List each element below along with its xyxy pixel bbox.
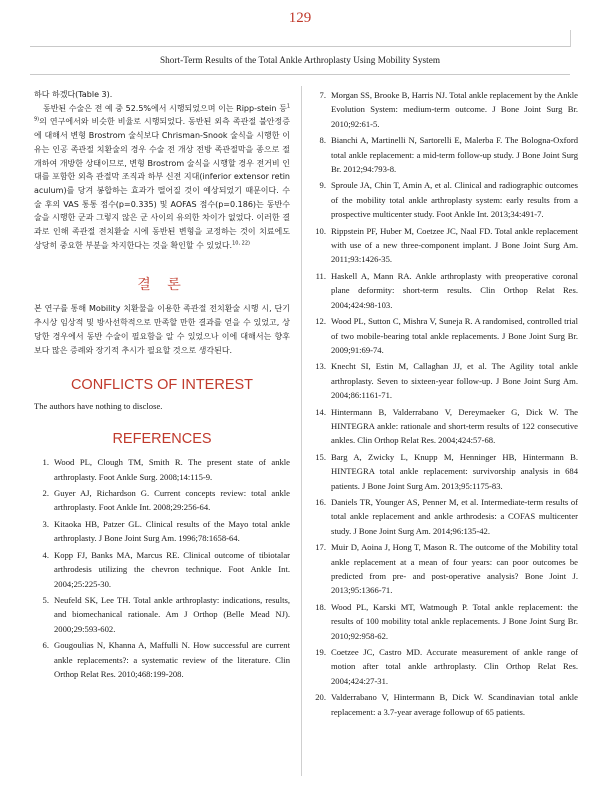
reference-number: 1. [42,457,49,468]
header-bottom-rule [30,74,570,75]
conclusion-heading: 결 론 [137,277,187,294]
reference-number: 12. [315,316,326,327]
reference-text: Guyer AJ, Richardson G. Current concepts review: total ankle arthroplasty. Foot Ankle Int. 2008;29:256-64. [54,488,290,513]
conflicts-heading: CONFLICTS OF INTEREST [70,377,254,394]
reference-number: 6. [42,640,49,651]
reference-text: Rippstein PF, Huber M, Coetzee JC, Naal FD. Total ankle replacement with use of a new three-component implant. J Bone Joint Surg Am. 2011;93:1426-35. [331,225,578,265]
reference-item [34,455,290,484]
reference-text: Neufeld SK, Lee TH. Total ankle arthroplasty: indications, results, and biomechanical rationale. Am J Orthop (Belle Mead NJ). 2000;29:593-602. [54,594,290,634]
reference-text: Hintermann B, Valderrabano V, Dereymaeker G, Dick W. The HINTEGRA ankle: rationale and short-term results of 122 consecutive ankles. Clin Orthop Relat Res. 2004;424:57-68. [331,406,578,446]
running-header: Short-Term Results of the Total Ankle Arthroplasty Using Mobility System [159,55,441,65]
left-column [34,88,290,683]
reference-text: Wood PL, Karski MT, Watmough P. Total ankle replacement: the results of 100 mobility total ankle replacements. J Bone Joint Surg Br. 2010;92:958-62. [331,601,578,641]
reference-item [34,548,290,591]
reference-text: Haskell A, Mann RA. Ankle arthroplasty with preoperative coronal plane deformity: short-term results. Clin Orthop Relat Res. 2004;424:98-103. [331,270,578,310]
reference-number: 8. [319,135,326,146]
reference-item [34,517,290,546]
reference-text: Muir D, Aoina J, Hong T, Mason R. The outcome of the Mobility total ankle replacement at a mean of four years: can poor outcomes be predicted from pre- and post-operative analysis? Bone Joint J. 2013;95:1366-71. [331,542,578,596]
reference-item [312,224,578,267]
reference-text: Morgan SS, Brooke B, Harris NJ. Total ankle replacement by the Ankle Evolution System: medium-term outcome. J Bone Joint Surg Br. 2010;92:61-5. [331,90,578,129]
reference-item [312,178,578,221]
reference-item [312,645,578,688]
reference-number: 16. [315,496,326,507]
conclusion-paragraph: 본 연구를 통해 Mobility 치환물을 이용한 족관절 전치환술 시행 시, 단기 추시상 임상적 및 방사선학적으로 만족할 만한 결과를 얻을 수 있었고, 상당한 경우에서 동반 수술이 필요함을 알 수 있었으나 이에 대해서는 향후 보다 많은 증례와 장기적 추시가 필요할 것으로 생각된다. [34,304,290,355]
reference-number: 5. [42,594,49,605]
reference-number: 2. [42,488,49,499]
reference-item [312,133,578,176]
reference-item [34,593,290,636]
reference-text: Valderrabano V, Hintermann B, Dick W. Scandinavian total ankle replacement: a 3.7-year average followup of 65 patients. [331,692,578,717]
reference-number: 11. [315,270,326,281]
reference-number: 4. [42,549,49,560]
body-paragraph: 하다 하겠다(Table 3). [34,90,113,99]
reference-text: Gougoulias N, Khanna A, Maffulli N. How successful are current ankle replacements?: a systematic review of the literature. Clin Orthop Relat Res. 2010;468:199-208. [54,640,290,679]
reference-item [312,314,578,357]
reference-item [312,269,578,312]
reference-item [312,690,578,719]
citation: 10, 22) [232,240,250,247]
reference-number: 15. [315,451,326,462]
references-heading: REFERENCES [112,431,212,448]
reference-text: Bianchi A, Martinelli N, Sartorelli E, Malerba F. The Bologna-Oxford total ankle replacement: a mid-term follow-up study. J Bone Joint Surg Br. 2012;94:793-8. [331,135,578,175]
reference-item [34,486,290,515]
citation: 19) [34,103,290,123]
reference-number: 10. [315,225,326,236]
reference-item [312,405,578,448]
reference-item [312,359,578,402]
page-number: 129 [288,10,312,26]
reference-number: 17. [315,542,326,553]
reference-text: Wood PL, Clough TM, Smith R. The present state of ankle arthroplasty. Foot Ankle Surg. 2008;14:115-9. [54,457,290,482]
reference-number: 19. [315,647,326,658]
reference-text: Kopp FJ, Banks MA, Marcus RE. Clinical outcome of tibiotalar arthrodesis utilizing the chevron technique. Foot Ankle Int. 2004;25:225-30. [54,549,290,589]
reference-text: Daniels TR, Younger AS, Penner M, et al. Intermediate-term results of total ankle replacement and ankle arthrodesis: a COFAS multicenter study. J Bone Joint Surg Am. 2014;96:135-42. [331,496,578,536]
reference-text: Kitaoka HB, Patzer GL. Clinical results of the Mayo total ankle arthroplasty. J Bone Joint Surg Am. 1996;78:1658-64. [54,518,290,544]
reference-number: 9. [319,180,326,191]
header-rule-tick [570,30,571,47]
column-divider [301,86,302,776]
reference-number: 14. [315,406,326,417]
right-column [312,88,578,721]
reference-item [312,450,578,493]
reference-item [34,638,290,681]
reference-item [312,540,578,598]
reference-text: Knecht SI, Estin M, Callaghan JJ, et al. The Agility total ankle arthroplasty. Seven to sixteen-year follow-up. J Bone Joint Surg Am. 2004;86:1161-71. [331,361,578,401]
discussion-text: 동반된 수술은 전 예 중 52.5%에서 시행되었으며 이는 Ripp-stein 등 [43,103,287,113]
conflicts-text: The authors have nothing to disclose. [34,401,163,412]
reference-number: 13. [315,361,326,372]
reference-text: Barg A, Zwicky L, Knupp M, Henninger HB, Hintermann B. HINTEGRA total ankle replacement: survivorship analysis in 684 patients. J Bone Joint Surg Am. 2013;95:1175-83. [331,451,578,491]
reference-number: 18. [315,601,326,612]
reference-text: Sproule JA, Chin T, Amin A, et al. Clinical and radiographic outcomes of the mobility total ankle arthroplasty system: early results from a prospective multicenter study. Foot Ankle Int. 2013;34:491-7. [331,180,578,220]
reference-item [312,495,578,538]
reference-item [312,600,578,643]
reference-text: Coetzee JC, Castro MD. Accurate measurement of ankle range of motion after total ankle arthroplasty. Clin Orthop Relat Res. 2004;424:27-31. [331,647,578,686]
discussion-paragraph [34,102,290,253]
reference-number: 3. [42,518,49,529]
reference-text: Wood PL, Sutton C, Mishra V, Suneja R. A randomised, controlled trial of two mobile-bearing total ankle replacements. J Bone Joint Surg Br. 2009;91:69-74. [331,316,578,355]
header-rule [30,46,570,47]
discussion-text-cont: 의 연구에서와 비슷한 비율로 시행되었다. 동반된 외측 족관절 불안정증에 대해서 변형 Brostrom 술식보다 Chrisman-Snook 술식을 시행한 이유는 인공 족관절 치환술의 경우 수술 전 개상 전방 족관절막을 종으로 절개하여 개방한 상태이므로, 변형 Brostrom 술식을 시행할 경우 전거비 인대를 포함한 외측 관절막 조직과 하부 신전 지대(inferior extensor retinaculum)를 당겨 봉합하는 효과가 떨어질 것이 예상되었기 때문이다. 수술 후의 VAS 통통 점수(p=0.335) 및 AOFAS 점수(p=0.186)는 동반수술을 시행한 군과 그렇지 않은 군 사이의 유의한 차이가 없었다. 이러한 결과로 인해 족관절 전치환술 시에 동반된 변형을 교정하는 것이 치료에도 상당히 중요한 부분을 차지한다는 것을 확인할 수 있었다. [34,117,290,250]
reference-item [312,88,578,131]
references-list-right [312,88,578,719]
references-list-left [34,455,290,681]
reference-number: 20. [315,692,326,703]
reference-number: 7. [319,90,326,100]
